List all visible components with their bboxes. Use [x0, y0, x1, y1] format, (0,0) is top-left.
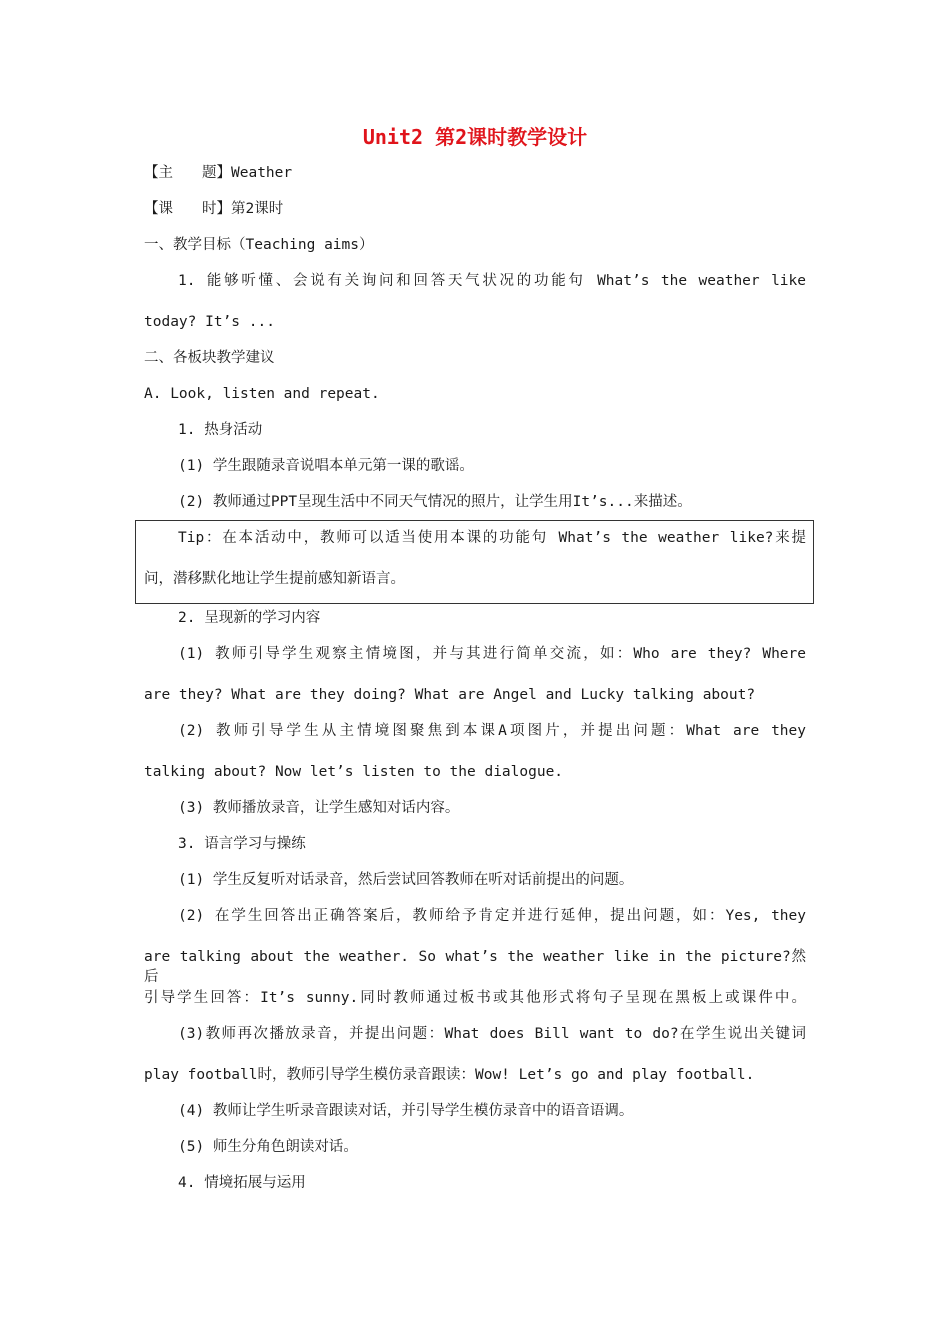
period-line: 【课 时】第2课时 [144, 201, 284, 217]
section-2-heading: 二、各板块教学建议 [144, 350, 275, 366]
tip-line-1: Tip：在本活动中，教师可以适当使用本课的功能句 What’s the weather like?来提 [178, 530, 806, 546]
step-3-item-5: (5) 师生分角色朗读对话。 [178, 1139, 358, 1155]
step-2-item-3: (3) 教师播放录音，让学生感知对话内容。 [178, 800, 460, 816]
step-3-item-3-line-1: (3)教师再次播放录音，并提出问题：What does Bill want to do?在学生说出关键词 [178, 1026, 806, 1042]
step-3-item-2-line-3: 引导学生回答：It’s sunny.同时教师通过板书或其他形式将句子呈现在黑板上或课件中。 [144, 990, 806, 1006]
part-a-heading: A. Look, listen and repeat. [144, 386, 380, 402]
section-1-heading: 一、教学目标（Teaching aims） [144, 237, 374, 253]
theme-line: 【主 题】Weather [144, 165, 293, 181]
aim-item-1-line-1: 1. 能够听懂、会说有关询问和回答天气状况的功能句 What’s the weather like [178, 273, 806, 289]
step-1-heading: 1. 热身活动 [178, 422, 263, 438]
step-3-item-3-line-2: play football时，教师引导学生模仿录音跟读：Wow! Let’s go and play football. [144, 1067, 755, 1083]
step-3-heading: 3. 语言学习与操练 [178, 836, 306, 852]
step-3-item-2-line-2: are talking about the weather. So what’s the weather like in the picture?然后 [144, 949, 806, 985]
document-title: Unit2 第2课时教学设计 [362, 125, 588, 149]
step-4-heading: 4. 情境拓展与运用 [178, 1175, 306, 1191]
step-2-item-1-line-2: are they? What are they doing? What are Angel and Lucky talking about? [144, 687, 756, 703]
step-1-item-1: (1) 学生跟随录音说唱本单元第一课的歌谣。 [178, 458, 474, 474]
step-1-item-2: (2) 教师通过PPT呈现生活中不同天气情况的照片，让学生用It’s...来描述。 [178, 494, 692, 510]
tip-line-2: 问，潜移默化地让学生提前感知新语言。 [144, 571, 405, 587]
step-3-item-1: (1) 学生反复听对话录音，然后尝试回答教师在听对话前提出的问题。 [178, 872, 634, 888]
aim-item-1-line-2: today? It’s ... [144, 314, 275, 330]
step-3-item-4: (4) 教师让学生听录音跟读对话，并引导学生模仿录音中的语音语调。 [178, 1103, 634, 1119]
step-2-item-2-line-2: talking about? Now let’s listen to the dialogue. [144, 764, 564, 780]
step-2-heading: 2. 呈现新的学习内容 [178, 610, 321, 626]
step-3-item-2-line-1: (2) 在学生回答出正确答案后，教师给予肯定并进行延伸，提出问题，如：Yes, they [178, 908, 806, 924]
step-2-item-1-line-1: (1) 教师引导学生观察主情境图，并与其进行简单交流，如：Who are they? Where [178, 646, 806, 662]
step-2-item-2-line-1: (2) 教师引导学生从主情境图聚焦到本课A项图片，并提出问题：What are they [178, 723, 806, 739]
